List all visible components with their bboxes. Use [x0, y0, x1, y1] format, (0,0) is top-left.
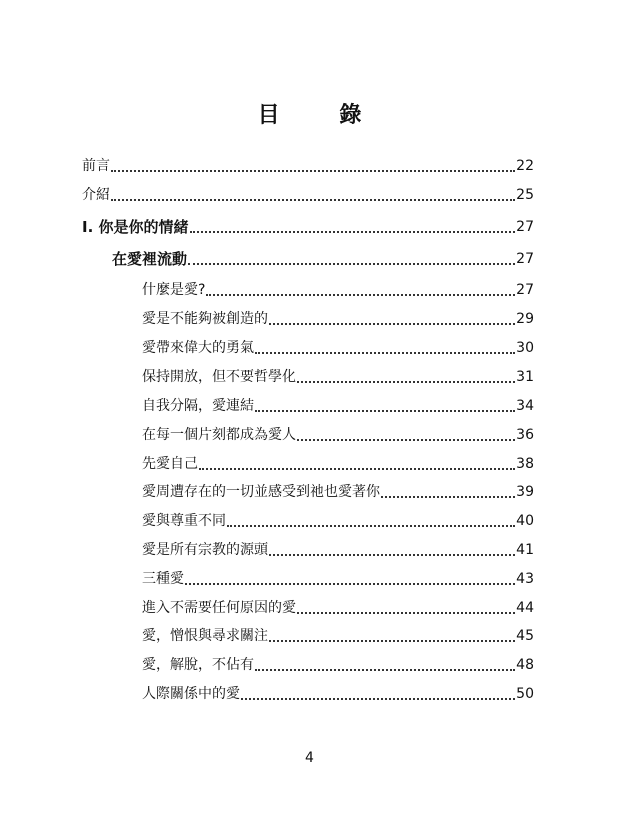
- toc-leader-dots: [111, 183, 515, 201]
- toc-entry-page: 50: [516, 686, 534, 702]
- toc-entry-section[interactable]: [142, 280, 534, 300]
- toc-entry-label: 介紹: [82, 187, 110, 203]
- toc-entry-section[interactable]: [142, 454, 534, 474]
- toc-entry-page: 27: [516, 251, 534, 267]
- toc-leader-dots: [297, 423, 515, 441]
- toc-leader-dots: [199, 452, 515, 470]
- toc-entry-page: 31: [516, 369, 534, 385]
- toc-entry-label: 愛，憎恨與尋求關注: [142, 628, 268, 644]
- toc-entry-page: 34: [516, 398, 534, 414]
- toc-entry-label: 保持開放，但不要哲學化: [142, 369, 296, 385]
- toc-entry-section[interactable]: [142, 338, 534, 358]
- toc-entry-page: 29: [516, 311, 534, 327]
- toc-entry-label: 在愛裡流動: [112, 250, 188, 268]
- toc-entry-section[interactable]: [142, 511, 534, 531]
- toc-entry-page: 27: [516, 282, 534, 298]
- toc-leader-dots: [227, 509, 515, 527]
- toc-leader-dots: [188, 247, 515, 265]
- toc-leader-dots: [269, 307, 515, 325]
- toc-entry-section[interactable]: [142, 569, 534, 589]
- toc-leader-dots: [255, 653, 515, 671]
- toc-entry-section[interactable]: [142, 540, 534, 560]
- toc-entry-section[interactable]: [142, 482, 534, 502]
- toc-entry-label: 進入不需要任何原因的愛: [142, 600, 296, 616]
- toc-entry-page: 48: [516, 657, 534, 673]
- toc-entry-label: 在每一個片刻都成為愛人: [142, 427, 296, 443]
- toc-entry-section[interactable]: [142, 396, 534, 416]
- toc-entry-label: 自我分隔，愛連結: [142, 398, 254, 414]
- toc-entry-label: 三種愛: [142, 571, 184, 587]
- toc-entry-label: 人際關係中的愛: [142, 686, 240, 702]
- toc-entry-page: 39: [516, 484, 534, 500]
- toc-entry-label: 愛周遭存在的一切並感受到祂也愛著你: [142, 484, 380, 500]
- toc-entry-label: 愛是不能夠被創造的: [142, 311, 268, 327]
- toc-entry[interactable]: [82, 185, 534, 205]
- toc-entry-page: 25: [516, 187, 534, 203]
- toc-leader-dots: [297, 596, 515, 614]
- toc-leader-dots: [269, 538, 515, 556]
- toc-leader-dots: [111, 154, 515, 172]
- toc-leader-dots: [190, 215, 516, 233]
- toc-leader-dots: [269, 624, 515, 642]
- toc-leader-dots: [255, 394, 515, 412]
- toc-entry-page: 30: [516, 340, 534, 356]
- toc-entry[interactable]: [82, 156, 534, 176]
- toc-entry-section[interactable]: [142, 309, 534, 329]
- toc-entry-section[interactable]: [142, 684, 534, 704]
- toc-entry-label: 愛帶來偉大的勇氣: [142, 340, 254, 356]
- page-title: 目 錄: [257, 103, 388, 128]
- toc-entry-page: 27: [516, 219, 534, 235]
- toc-entry-section[interactable]: [142, 626, 534, 646]
- toc-entry-section[interactable]: [142, 655, 534, 675]
- toc-entry-page: 38: [516, 456, 534, 472]
- toc-leader-dots: [297, 365, 515, 383]
- toc-entry-label: 愛與尊重不同: [142, 513, 226, 529]
- toc-entry-page: 41: [516, 542, 534, 558]
- toc-entry-page: 22: [516, 158, 534, 174]
- toc-entry-page: 44: [516, 600, 534, 616]
- toc-entry-label: 什麼是愛?: [142, 282, 206, 298]
- toc-entry-chapter[interactable]: [112, 249, 534, 269]
- toc-entry-page: 36: [516, 427, 534, 443]
- toc-entry-label: 愛是所有宗教的源頭: [142, 542, 268, 558]
- toc-leader-dots: [381, 480, 515, 498]
- toc-entry-label: I. 你是你的情緒: [82, 218, 189, 236]
- toc-leader-dots: [241, 682, 515, 700]
- toc-leader-dots: [185, 567, 515, 585]
- toc-entry-page: 43: [516, 571, 534, 587]
- toc-entry-page: 45: [516, 628, 534, 644]
- toc-entry-section[interactable]: [142, 598, 534, 618]
- toc-entry-part[interactable]: [82, 217, 534, 237]
- toc-leader-dots: [255, 336, 515, 354]
- toc-entry-label: 前言: [82, 158, 110, 174]
- toc-entry-label: 愛，解脫，不佔有: [142, 657, 254, 673]
- toc-entry-label: 先愛自己: [142, 456, 198, 472]
- toc-entry-section[interactable]: [142, 425, 534, 445]
- toc-entry-page: 40: [516, 513, 534, 529]
- page-number: 4: [305, 750, 314, 766]
- toc-entry-section[interactable]: [142, 367, 534, 387]
- toc-leader-dots: [206, 278, 515, 296]
